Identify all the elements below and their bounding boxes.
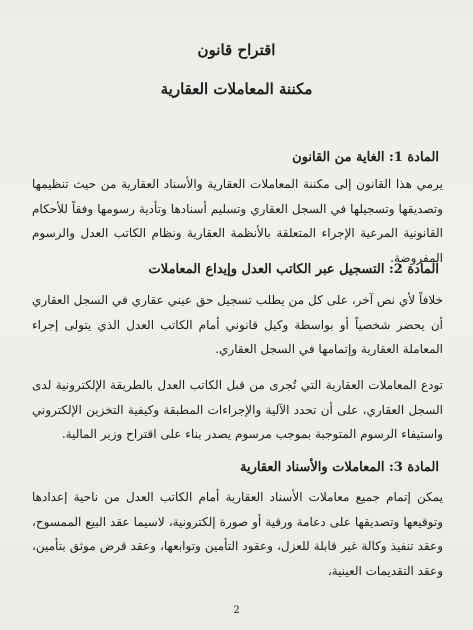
page-number: 2 (233, 605, 240, 616)
article-3-heading: المادة 3: المعاملات والأسناد العقارية (239, 460, 439, 475)
article-2-heading: المادة 2: التسجيل عبر الكاتب العدل وإيداع المعاملات (148, 262, 439, 277)
document-title: اقتراح قانون (197, 41, 276, 59)
article-1-heading: المادة 1: الغاية من القانون (292, 150, 439, 165)
article-3-paragraph: يمكن إتمام جميع معاملات الأسناد العقارية أمام الكاتب العدل من ناحية إعدادها وتوقيعها وتصديقها على دعامة ورقية أو صورة إلكترونية، لاسيما عقد البيع الممسوح، وعقد تنفيذ وكالة غير قابلة للعزل، وعقود التأمين وتوابعها، وعقد قرض موثق بتأمين، وعقد التقديمات العينية، (32, 490, 443, 578)
article-1-paragraph: يرمي هذا القانون إلى مكننة المعاملات العقارية والأسناد العقارية من حيث تنظيمها وتصديقها وتسجيلها في السجل العقاري وتسليم أسنادها وتأدية رسومها وفقاً للأحكام القانونية المرعية الإجراء المتعلقة بالأنظمة العقارية ونظام الكاتب العدل والرسوم المفروضة. (32, 177, 443, 265)
document-subtitle: مكننة المعاملات العقارية (160, 80, 313, 98)
article-2-paragraph-1: خلافاً لأي نص آخر، على كل من يطلب تسجيل حق عيني عقاري في السجل العقاري أن يحضر شخصياً أو بواسطة وكيل قانوني أمام الكاتب العدل الذي يتولى إجراء المعاملة العقارية وإتمامها في السجل العقاري. (32, 293, 443, 357)
article-2-paragraph-2: تودع المعاملات العقارية التي تُجرى من قبل الكاتب العدل بالطريقة الإلكترونية لدى السجل العقاري، على أن تحدد الآلية والإجراءات المطبقة وكيفية التخزين الإلكتروني واستيفاء الرسوم المتوجبة بموجب مرسوم يصدر بناء على اقتراح وزير المالية. (32, 378, 443, 442)
